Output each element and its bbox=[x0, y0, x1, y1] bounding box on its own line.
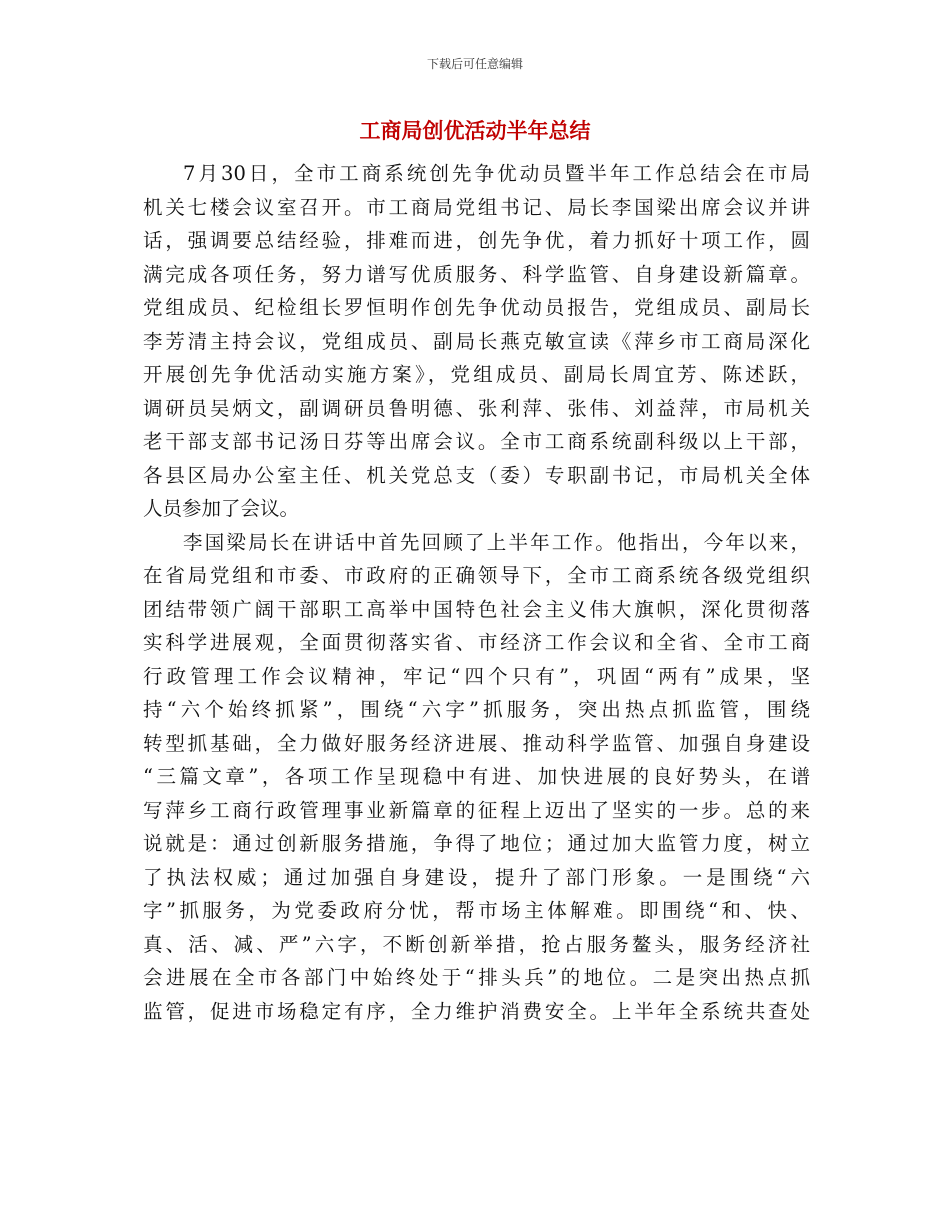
body-text-line: 党组成员、纪检组长罗恒明作创先争优动员报告，党组成员、副局长 bbox=[143, 296, 810, 319]
body-text-line: 李国梁局长在讲话中首先回顾了上半年工作。他指出，今年以来， bbox=[183, 530, 810, 554]
body-text-line: 李芳清主持会议，党组成员、副局长燕克敏宣读《萍乡市工商局深化 bbox=[143, 329, 810, 353]
body-text-line: 团结带领广阔干部职工高举中国特色社会主义伟大旗帜，深化贯彻落 bbox=[143, 597, 810, 621]
body-text-line: “三篇文章”，各项工作呈现稳中有进、加快进展的良好势头，在谱 bbox=[143, 765, 810, 788]
body-text-line: 机关七楼会议室召开。市工商局党组书记、局长李国梁出席会议并讲 bbox=[143, 195, 810, 219]
body-text-line: 人员参加了会议。 bbox=[143, 497, 300, 520]
body-text-line: 满完成各项任务，努力谱写优质服务、科学监管、自身建设新篇章。 bbox=[143, 262, 810, 286]
body-text-line: 说就是：通过创新服务措施，争得了地位；通过加大监管力度，树立 bbox=[143, 832, 810, 855]
body-text-line: 转型抓基础，全力做好服务经济进展、推动科学监管、加强自身建设 bbox=[143, 731, 810, 755]
body-text-line: 调研员吴炳文，副调研员鲁明德、张利萍、张伟、刘益萍，市局机关 bbox=[143, 396, 810, 420]
body-text-line: 写萍乡工商行政管理事业新篇章的征程上迈出了坚实的一步。总的来 bbox=[143, 798, 810, 822]
body-text-line: 7月30日，全市工商系统创先争优动员暨半年工作总结会在市局 bbox=[183, 162, 810, 185]
body-text-line: 字”抓服务，为党委政府分忧，帮市场主体解难。即围绕“和、快、 bbox=[143, 899, 810, 922]
body-text-line: 在省局党组和市委、市政府的正确领导下，全市工商系统各级党组织 bbox=[143, 564, 810, 587]
body-text-line: 会进展在全市各部门中始终处于“排头兵”的地位。二是突出热点抓 bbox=[143, 966, 810, 989]
body-text-line: 了执法权威；通过加强自身建设，提升了部门形象。一是围绕“六 bbox=[143, 865, 810, 889]
document-title: 工商局创优活动半年总结 bbox=[359, 119, 591, 143]
body-text-line: 真、活、减、严”六字，不断创新举措，抢占服务鳌头，服务经济社 bbox=[143, 932, 810, 956]
body-text-line: 实科学进展观，全面贯彻落实省、市经济工作会议和全省、全市工商 bbox=[143, 631, 810, 654]
body-text-line: 各县区局办公室主任、机关党总支（委）专职副书记，市局机关全体 bbox=[143, 463, 810, 487]
body-text-line: 持“六个始终抓紧”，围绕“六字”抓服务，突出热点抓监管，围绕 bbox=[143, 698, 810, 721]
body-text-line: 老干部支部书记汤日芬等出席会议。全市工商系统副科级以上干部， bbox=[143, 430, 810, 453]
page-header-note: 下载后可任意编辑 bbox=[426, 57, 523, 71]
body-text-line: 行政管理工作会议精神，牢记“四个只有”，巩固“两有”成果，坚 bbox=[143, 664, 810, 688]
body-text-line: 话，强调要总结经验，排难而进，创先争优，着力抓好十项工作，圆 bbox=[143, 229, 810, 252]
body-text-line: 开展创先争优活动实施方案》，党组成员、副局长周宜芳、陈述跃， bbox=[143, 363, 810, 386]
document-body bbox=[143, 157, 810, 1028]
body-text-line: 监管，促进市场稳定有序，全力维护消费安全。上半年全系统共查处 bbox=[143, 999, 810, 1023]
